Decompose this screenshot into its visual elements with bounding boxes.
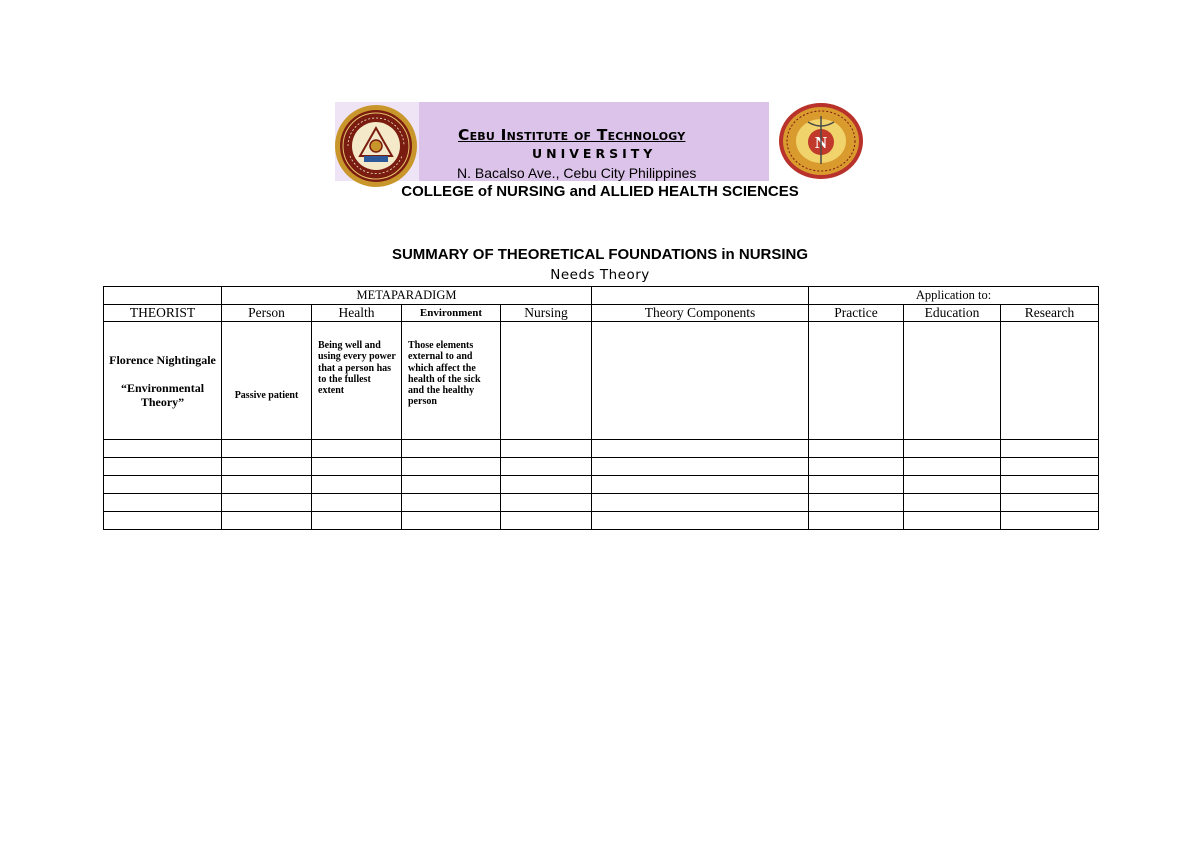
empty-cell[interactable]	[904, 476, 1001, 494]
empty-cell[interactable]	[1001, 512, 1099, 530]
column-header-practice: Practice	[809, 305, 904, 322]
table-row	[104, 512, 1099, 530]
empty-cell[interactable]	[104, 440, 222, 458]
empty-cell[interactable]	[222, 476, 312, 494]
empty-cell[interactable]	[809, 494, 904, 512]
university-address: N. Bacalso Ave., Cebu City Philippines	[457, 165, 697, 181]
empty-cell[interactable]	[312, 494, 402, 512]
health-cell[interactable]: Being well and using every power that a person has to the fullest extent	[312, 322, 402, 440]
university-subtitle: UNIVERSITY	[532, 146, 657, 161]
research-cell[interactable]	[1001, 322, 1099, 440]
table-column-header-row	[104, 305, 1099, 322]
empty-cell[interactable]	[104, 494, 222, 512]
column-header-environment: Environment	[402, 305, 501, 322]
empty-cell[interactable]	[222, 512, 312, 530]
empty-cell[interactable]	[1001, 440, 1099, 458]
column-header-research: Research	[1001, 305, 1099, 322]
theory-name: “Environmental Theory”	[120, 380, 205, 409]
education-cell[interactable]	[904, 322, 1001, 440]
college-name: COLLEGE of NURSING and ALLIED HEALTH SCIENCES	[401, 183, 799, 200]
empty-cell[interactable]	[402, 440, 501, 458]
document-subtitle: Needs Theory	[550, 267, 650, 283]
table-row	[104, 440, 1099, 458]
document-title: SUMMARY OF THEORETICAL FOUNDATIONS in NURSING	[391, 246, 809, 263]
empty-cell[interactable]	[104, 476, 222, 494]
svg-text:N: N	[814, 133, 828, 152]
empty-cell[interactable]	[904, 494, 1001, 512]
column-header-health: Health	[312, 305, 402, 322]
environment-cell[interactable]: Those elements external to and which affect the health of the sick and the healthy person	[402, 322, 501, 440]
empty-cell[interactable]	[104, 512, 222, 530]
table-row	[104, 458, 1099, 476]
table-row	[104, 494, 1099, 512]
empty-cell[interactable]	[592, 440, 809, 458]
empty-cell[interactable]	[501, 440, 592, 458]
empty-cell[interactable]	[904, 440, 1001, 458]
empty-cell[interactable]	[1001, 476, 1099, 494]
theorist-cell[interactable]	[104, 322, 222, 440]
theorist-name: Florence Nightingale	[109, 352, 216, 367]
empty-cell[interactable]	[592, 512, 809, 530]
cit-university-seal-icon	[334, 104, 418, 188]
group-header-blank	[592, 287, 809, 305]
table-row	[104, 476, 1099, 494]
person-cell[interactable]: Passive patient	[222, 322, 312, 440]
metaparadigm-group-header: METAPARADIGM	[222, 287, 592, 305]
column-header-theory-components: Theory Components	[592, 305, 809, 322]
empty-cell[interactable]	[312, 476, 402, 494]
empty-cell[interactable]	[1001, 494, 1099, 512]
empty-cell[interactable]	[809, 512, 904, 530]
column-header-theorist: THEORIST	[104, 305, 222, 322]
column-header-person: Person	[222, 305, 312, 322]
application-group-header: Application to:	[809, 287, 1099, 305]
empty-cell[interactable]	[501, 512, 592, 530]
empty-cell[interactable]	[904, 458, 1001, 476]
empty-cell[interactable]	[1001, 458, 1099, 476]
column-header-nursing: Nursing	[501, 305, 592, 322]
empty-cell[interactable]	[402, 512, 501, 530]
empty-cell[interactable]	[222, 458, 312, 476]
column-header-education: Education	[904, 305, 1001, 322]
empty-cell[interactable]	[222, 440, 312, 458]
empty-cell[interactable]	[592, 476, 809, 494]
theoretical-foundations-table	[103, 286, 1099, 530]
college-of-nursing-seal-icon	[778, 102, 864, 180]
nursing-cell[interactable]	[501, 322, 592, 440]
empty-cell[interactable]	[809, 458, 904, 476]
practice-cell[interactable]	[809, 322, 904, 440]
empty-cell[interactable]	[402, 494, 501, 512]
empty-cell[interactable]	[312, 440, 402, 458]
empty-cell[interactable]	[904, 512, 1001, 530]
table-group-header-row	[104, 287, 1099, 305]
university-name: Cebu Institute of Technology	[458, 126, 686, 144]
table-row	[104, 322, 1099, 440]
group-header-blank	[104, 287, 222, 305]
empty-cell[interactable]	[501, 494, 592, 512]
empty-cell[interactable]	[592, 458, 809, 476]
empty-cell[interactable]	[501, 476, 592, 494]
empty-cell[interactable]	[501, 458, 592, 476]
empty-cell[interactable]	[104, 458, 222, 476]
empty-cell[interactable]	[402, 458, 501, 476]
empty-cell[interactable]	[312, 512, 402, 530]
empty-cell[interactable]	[222, 494, 312, 512]
empty-cell[interactable]	[312, 458, 402, 476]
empty-cell[interactable]	[402, 476, 501, 494]
empty-cell[interactable]	[809, 476, 904, 494]
empty-cell[interactable]	[592, 494, 809, 512]
theory-components-cell[interactable]	[592, 322, 809, 440]
empty-cell[interactable]	[809, 440, 904, 458]
